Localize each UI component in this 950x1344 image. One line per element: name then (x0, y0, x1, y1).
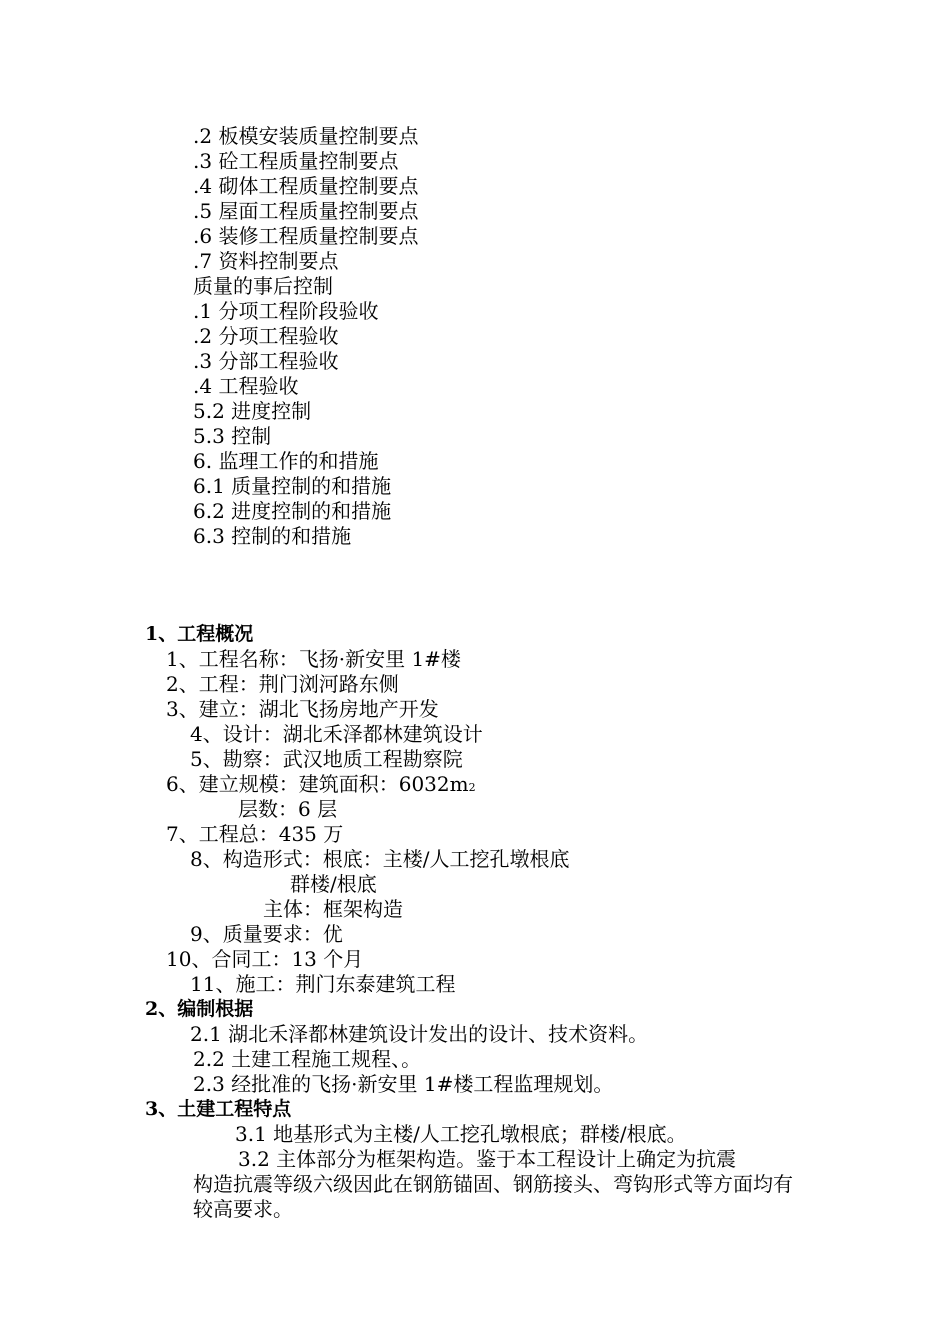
toc-item: .3 砼工程质量控制要点 (193, 149, 399, 173)
feature-item-continuation: 构造抗震等级六级因此在钢筋锚固、钢筋接头、弯钩形式等方面均有较高要求。 (193, 1172, 793, 1221)
basis-item: 2.3 经批准的飞扬·新安里 1#楼工程监理规划。 (193, 1072, 614, 1096)
toc-item: .5 屋面工程质量控制要点 (193, 199, 419, 223)
toc-item: 6. 监理工作的和措施 (193, 449, 379, 473)
toc-item: 6.3 控制的和措施 (193, 524, 352, 548)
overview-item: 8、构造形式：根底：主楼/人工挖孔墩根底 (190, 847, 570, 871)
basis-item: 2.2 土建工程施工规程、。 (193, 1047, 422, 1071)
overview-item: 11、施工：荆门东泰建筑工程 (190, 972, 456, 996)
toc-item: .7 资料控制要点 (193, 249, 339, 273)
toc-item: .1 分项工程阶段验收 (193, 299, 379, 323)
toc-item: .2 板模安装质量控制要点 (193, 124, 419, 148)
section-heading: 3、土建工程特点 (145, 1098, 292, 1120)
toc-item: 5.3 控制 (193, 424, 272, 448)
area-superscript: 2 (468, 781, 476, 794)
overview-item-area (166, 772, 476, 800)
overview-item: 层数：6 层 (238, 797, 338, 821)
toc-item: 5.2 进度控制 (193, 399, 312, 423)
toc-item: 6.2 进度控制的和措施 (193, 499, 392, 523)
overview-item: 5、勘察：武汉地质工程勘察院 (190, 747, 463, 771)
toc-item: .4 砌体工程质量控制要点 (193, 174, 419, 198)
section-heading: 1、工程概况 (145, 623, 254, 645)
basis-item: 2.1 湖北禾泽都林建筑设计发出的设计、技术资料。 (190, 1022, 649, 1046)
section-heading: 2、编制根据 (145, 998, 254, 1020)
overview-item: 10、合同工：13 个月 (166, 947, 364, 971)
overview-item: 7、工程总：435 万 (166, 822, 344, 846)
toc-item: .2 分项工程验收 (193, 324, 339, 348)
toc-item: .6 装修工程质量控制要点 (193, 224, 419, 248)
overview-item: 群楼/根底 (290, 872, 377, 896)
toc-item: 6.1 质量控制的和措施 (193, 474, 392, 498)
overview-item: 3、建立：湖北飞扬房地产开发 (166, 697, 439, 721)
overview-item: 1、工程名称：飞扬·新安里 1#楼 (166, 647, 461, 671)
feature-item: 3.1 地基形式为主楼/人工挖孔墩根底；群楼/根底。 (235, 1122, 687, 1146)
toc-item: .3 分部工程验收 (193, 349, 339, 373)
toc-item: 质量的事后控制 (193, 274, 333, 298)
overview-item: 主体：框架构造 (263, 897, 403, 921)
overview-item: 2、工程：荆门浏河路东侧 (166, 672, 399, 696)
toc-item: .4 工程验收 (193, 374, 299, 398)
area-text: 6、建立规模：建筑面积：6032m (166, 772, 469, 796)
feature-item-first-line: 3.2 主体部分为框架构造。鉴于本工程设计上确定为抗震 (238, 1147, 737, 1171)
overview-item: 4、设计：湖北禾泽都林建筑设计 (190, 722, 483, 746)
overview-item: 9、质量要求：优 (190, 922, 343, 946)
